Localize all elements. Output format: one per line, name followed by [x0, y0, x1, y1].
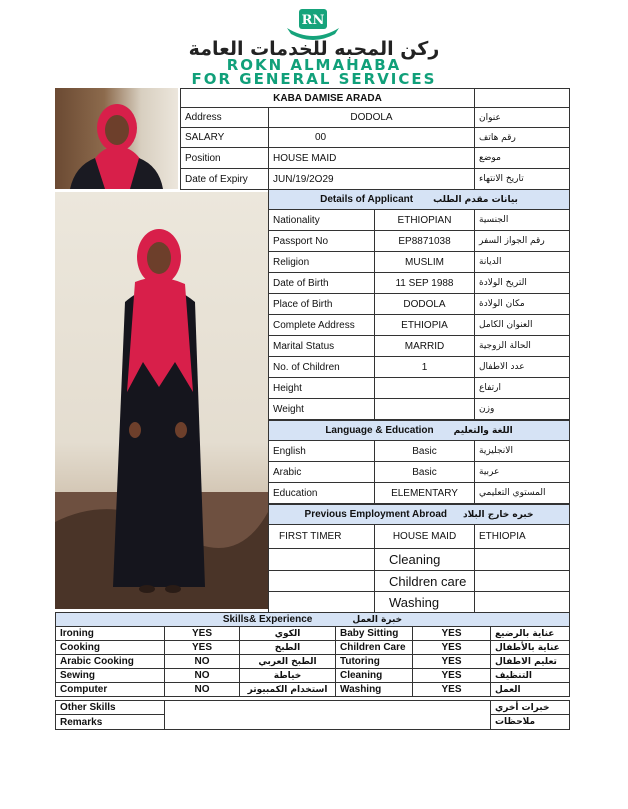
detail-label-ar: ارتفاع	[474, 377, 570, 399]
employment-title-ar: خبره خارج البلاد	[462, 509, 534, 520]
skill-left-value: NO	[164, 682, 240, 697]
details-title-en: Details of Applicant	[320, 194, 414, 205]
remarks-label: Remarks	[55, 714, 165, 730]
position-label: Position	[180, 147, 269, 169]
skills-header	[55, 612, 570, 627]
skill-left-label: Cooking	[55, 640, 165, 655]
applicant-name: KABA DAMISE ARADA	[180, 88, 475, 108]
skill-right-label: Baby Sitting	[335, 626, 413, 641]
skills-title-en: Skills& Experience	[222, 614, 313, 625]
duty-blank-r1	[474, 548, 570, 571]
detail-label-ar: التريخ الولادة	[474, 272, 570, 294]
skill-left-label-ar: استخدام الكمبيوتر	[239, 682, 336, 697]
salary-value: 00	[268, 127, 475, 148]
skill-left-label-ar: خياطة	[239, 668, 336, 683]
salary-label: SALARY	[180, 127, 269, 148]
skill-right-label: Tutoring	[335, 654, 413, 669]
skill-left-label-ar: الكوي	[239, 626, 336, 641]
detail-value: MARRID	[374, 335, 475, 357]
language-title-en: Language & Education	[325, 425, 434, 436]
detail-value: EP8871038	[374, 230, 475, 252]
duty-blank-3	[268, 591, 375, 613]
position-value: HOUSE MAID	[268, 147, 475, 169]
details-header	[268, 189, 570, 210]
employment-header	[268, 504, 570, 525]
detail-label: Date of Birth	[268, 272, 375, 294]
detail-value: DODOLA	[374, 293, 475, 315]
detail-value	[374, 398, 475, 420]
language-value: Basic	[374, 440, 475, 462]
full-body-photo	[55, 192, 268, 609]
detail-label-ar: مكان الولادة	[474, 293, 570, 315]
skill-right-label-ar: عناية بالأطفال	[490, 640, 570, 655]
skill-left-label-ar: الطبخ العربي	[239, 654, 336, 669]
address-label-ar: عنوان	[474, 107, 570, 128]
expiry-label: Date of Expiry	[180, 168, 269, 190]
expiry-label-ar: تاريخ الانتهاء	[474, 168, 570, 190]
detail-label-ar: عدد الاطفال	[474, 356, 570, 378]
detail-label: Passport No	[268, 230, 375, 252]
skill-right-label-ar: العمل	[490, 682, 570, 697]
skill-left-value: YES	[164, 626, 240, 641]
skill-right-value: YES	[412, 668, 491, 683]
skill-right-label-ar: تعليم الاطفال	[490, 654, 570, 669]
language-label-ar: المستوي التعليمي	[474, 482, 570, 504]
detail-label-ar: الجنسية	[474, 209, 570, 231]
duty-blank-1	[268, 548, 375, 571]
language-label: Arabic	[268, 461, 375, 483]
language-title-ar: اللغة والتعليم	[453, 425, 513, 436]
duty-washing: Washing	[374, 591, 475, 613]
detail-label: Religion	[268, 251, 375, 273]
language-label-ar: عربية	[474, 461, 570, 483]
skill-right-value: YES	[412, 626, 491, 641]
detail-label: Height	[268, 377, 375, 399]
detail-label: Nationality	[268, 209, 375, 231]
skill-left-label: Ironing	[55, 626, 165, 641]
skill-left-value: YES	[164, 640, 240, 655]
skill-right-label-ar: عناية بالرضيع	[490, 626, 570, 641]
position-label-ar: موضع	[474, 147, 570, 169]
duty-blank-r3	[474, 591, 570, 613]
portrait-photo	[55, 88, 178, 189]
detail-label-ar: وزن	[474, 398, 570, 420]
employment-title-en: Previous Employment Abroad	[304, 509, 447, 520]
other-skills-label-ar: خبرات أخري	[490, 700, 570, 715]
brand-name-line2: FOR GENERAL SERVICES	[191, 70, 437, 88]
detail-label-ar: رقم الجواز السفر	[474, 230, 570, 252]
details-title-ar: بيانات مقدم الطلب	[433, 194, 518, 205]
detail-label-ar: العنوان الكامل	[474, 314, 570, 336]
duty-cleaning: Cleaning	[374, 548, 475, 571]
skill-right-value: YES	[412, 640, 491, 655]
detail-value: 1	[374, 356, 475, 378]
remarks-label-ar: ملاحظات	[490, 714, 570, 730]
skill-right-label-ar: التنظيف	[490, 668, 570, 683]
detail-value	[374, 377, 475, 399]
employment-position: HOUSE MAID	[374, 524, 475, 549]
duty-children-care: Children care	[374, 570, 475, 592]
skills-title-ar: خبرة العمل	[352, 614, 403, 625]
skill-right-value: YES	[412, 654, 491, 669]
employment-first: FIRST TIMER	[268, 524, 375, 549]
skill-right-label: Cleaning	[335, 668, 413, 683]
address-label: Address	[180, 107, 269, 128]
detail-label: No. of Children	[268, 356, 375, 378]
skill-right-label: Washing	[335, 682, 413, 697]
detail-label: Place of Birth	[268, 293, 375, 315]
detail-label: Complete Address	[268, 314, 375, 336]
company-logo-icon	[283, 6, 343, 40]
detail-value: ETHIOPIAN	[374, 209, 475, 231]
employment-country: ETHIOPIA	[474, 524, 570, 549]
language-header	[268, 420, 570, 441]
skill-left-value: NO	[164, 654, 240, 669]
detail-value: ETHIOPIA	[374, 314, 475, 336]
detail-label: Marital Status	[268, 335, 375, 357]
salary-label-ar: رقم هاتف	[474, 127, 570, 148]
skill-left-label: Arabic Cooking	[55, 654, 165, 669]
other-skills-value	[164, 700, 491, 730]
other-skills-label: Other Skills	[55, 700, 165, 715]
detail-value: MUSLIM	[374, 251, 475, 273]
skill-left-value: NO	[164, 668, 240, 683]
duty-blank-r2	[474, 570, 570, 592]
detail-value: 11 SEP 1988	[374, 272, 475, 294]
language-value: ELEMENTARY	[374, 482, 475, 504]
detail-label-ar: الحالة الزوجية	[474, 335, 570, 357]
language-label: English	[268, 440, 375, 462]
expiry-value: JUN/19/2O29	[268, 168, 475, 190]
language-label-ar: الانجليزية	[474, 440, 570, 462]
detail-label-ar: الديانة	[474, 251, 570, 273]
language-label: Education	[268, 482, 375, 504]
skill-left-label-ar: الطبخ	[239, 640, 336, 655]
skill-left-label: Computer	[55, 682, 165, 697]
address-value: DODOLA	[268, 107, 475, 128]
language-value: Basic	[374, 461, 475, 483]
skill-right-value: YES	[412, 682, 491, 697]
detail-label: Weight	[268, 398, 375, 420]
skill-left-label: Sewing	[55, 668, 165, 683]
brand-name-arabic: ركن المحبه للخدمات العامة	[188, 38, 440, 60]
skill-right-label: Children Care	[335, 640, 413, 655]
brand-name-line1: ROKN ALMAHABA	[226, 56, 402, 74]
logo-text: RN	[301, 13, 325, 28]
name-blank-cell	[474, 88, 570, 108]
duty-blank-2	[268, 570, 375, 592]
